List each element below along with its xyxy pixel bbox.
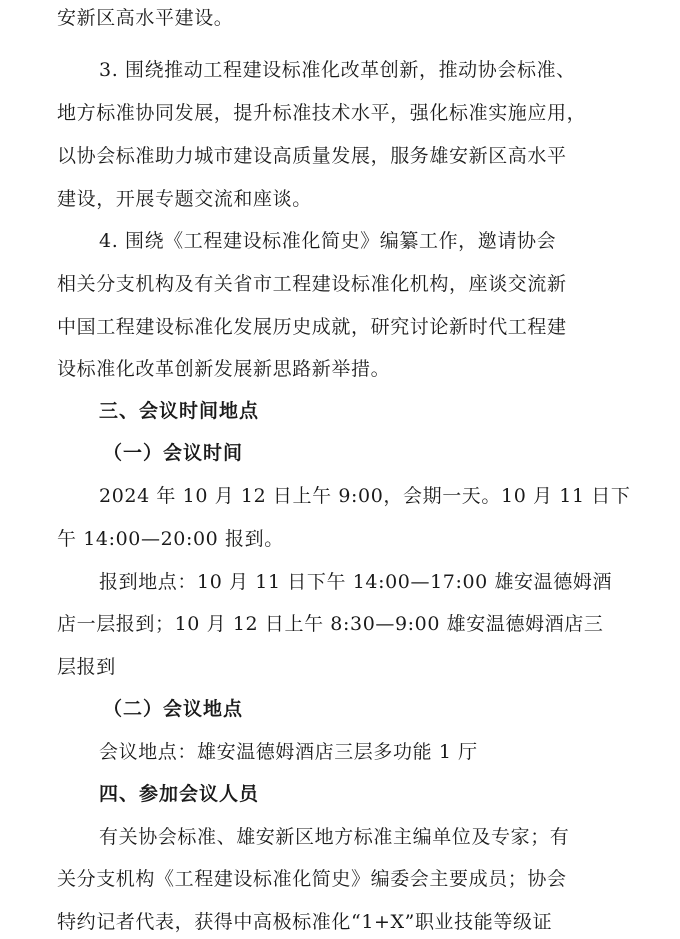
item-3-line-1: 3. 围绕推动工程建设标准化改革创新，推动协会标准、	[99, 59, 576, 81]
section-heading-3: 三、会议时间地点	[99, 400, 260, 422]
checkin-line-1: 报到地点：10 月 11 日下午 14:00—17:00 雄安温德姆酒	[99, 571, 613, 593]
item-4-line-4: 设标准化改革创新发展新思路新举措。	[57, 358, 391, 380]
item-3-line-3: 以协会标准助力城市建设高质量发展，服务雄安新区高水平	[57, 145, 567, 167]
attendees-line-1: 有关协会标准、雄安新区地方标准主编单位及专家；有	[99, 826, 570, 848]
time-line-2: 午 14:00—20:00 报到。	[57, 528, 284, 550]
time-line-1: 2024 年 10 月 12 日上午 9:00，会期一天。10 月 11 日下	[99, 485, 631, 507]
venue-line: 会议地点：雄安温德姆酒店三层多功能 1 厅	[99, 741, 478, 763]
item-4-line-1: 4. 围绕《工程建设标准化简史》编纂工作，邀请协会	[99, 230, 557, 252]
item-3-line-4: 建设，开展专题交流和座谈。	[57, 188, 312, 210]
item-4-line-2: 相关分支机构及有关省市工程建设标准化机构，座谈交流新	[57, 273, 567, 295]
attendees-line-2: 关分支机构《工程建设标准化简史》编委会主要成员；协会	[57, 868, 567, 890]
item-3-line-2: 地方标准协同发展，提升标准技术水平，强化标准实施应用，	[57, 102, 587, 124]
attendees-line-3: 特约记者代表，获得中高极标准化“1+X”职业技能等级证	[57, 911, 553, 933]
checkin-line-3: 层报到	[57, 656, 116, 678]
section-heading-4: 四、参加会议人员	[99, 783, 260, 805]
subsection-heading-time: （一）会议时间	[103, 442, 244, 464]
item-4-line-3: 中国工程建设标准化发展历史成就，研究讨论新时代工程建	[57, 316, 567, 338]
subsection-heading-venue: （二）会议地点	[103, 698, 244, 720]
checkin-line-2: 店一层报到；10 月 12 日上午 8:30—9:00 雄安温德姆酒店三	[57, 613, 604, 635]
text-line-1: 安新区高水平建设。	[57, 7, 234, 29]
